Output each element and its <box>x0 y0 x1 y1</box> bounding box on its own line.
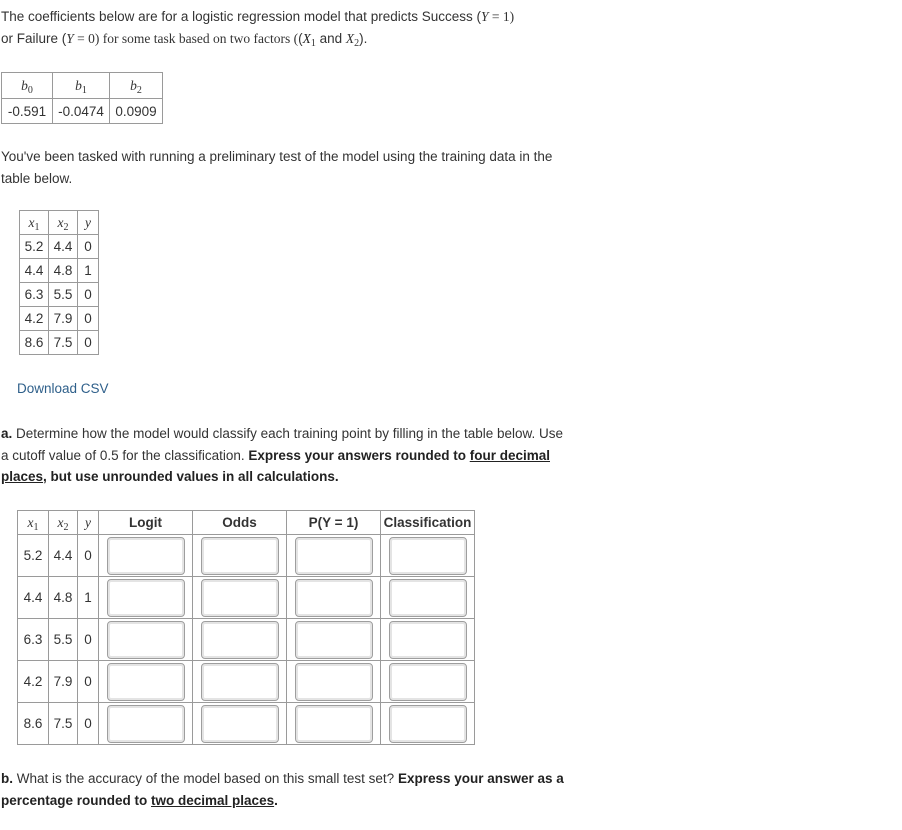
cell-x1: 5.2 <box>20 235 49 259</box>
coef-header-b0: $b_0$ <box>2 73 53 99</box>
cell-x2: 4.4 <box>49 535 78 577</box>
cell-x2: 7.9 <box>49 307 78 331</box>
cell-x1: 4.2 <box>18 661 49 703</box>
cell-y: 0 <box>78 235 99 259</box>
cell-x2: 7.9 <box>49 661 78 703</box>
cell-x1: 8.6 <box>18 703 49 745</box>
classification-input[interactable] <box>389 705 467 743</box>
coef-b0-value: -0.591 <box>2 99 53 124</box>
task-text: You've been tasked with running a preliminary test of the model using the training data in the table below. <box>1 149 553 186</box>
table-row <box>20 307 99 331</box>
logit-input[interactable] <box>107 537 185 575</box>
table-row <box>20 283 99 307</box>
probability-input[interactable] <box>295 579 373 617</box>
training-header-row <box>20 211 99 235</box>
intro-text: The coefficients below are for a logistic regression model that predicts Success (Y = 1) or Failure (Y = 0) for some task based on two factors (($X_1$ and $X_2$). <box>1 9 515 49</box>
table-row <box>20 331 99 355</box>
cell-x2: 5.5 <box>49 619 78 661</box>
table-row <box>18 535 475 577</box>
training-header-x1: $x_1$ <box>20 211 49 235</box>
coef-header-b1: $b_1$ <box>53 73 110 99</box>
table-row <box>18 619 475 661</box>
part-a-instructions: a. Determine how the model would classify each training point by filling in the table below. Use a cutoff value of 0.5 for the classification. Express your answers rounded to four decimal places, but use unrounded values in all calculations. <box>1 426 564 484</box>
odds-input[interactable] <box>201 579 279 617</box>
cell-y: 0 <box>78 535 99 577</box>
odds-input[interactable] <box>201 621 279 659</box>
classification-header-row <box>18 511 475 535</box>
cell-x1: 4.2 <box>20 307 49 331</box>
header-odds: Odds <box>193 511 287 535</box>
logit-input[interactable] <box>107 663 185 701</box>
cell-x2: 4.8 <box>49 577 78 619</box>
cell-y: 0 <box>78 619 99 661</box>
table-row <box>18 661 475 703</box>
probability-input[interactable] <box>295 621 373 659</box>
cell-y: 0 <box>78 703 99 745</box>
probability-input[interactable] <box>295 537 373 575</box>
coefficients-table <box>1 72 163 124</box>
cell-y: 1 <box>78 577 99 619</box>
cell-x1: 4.4 <box>18 577 49 619</box>
cell-y: 0 <box>78 661 99 703</box>
cell-x1: 8.6 <box>20 331 49 355</box>
cell-x2: 4.4 <box>49 235 78 259</box>
cell-x2: 7.5 <box>49 331 78 355</box>
training-header-y: y <box>78 211 99 235</box>
cell-x1: 6.3 <box>20 283 49 307</box>
probability-input[interactable] <box>295 705 373 743</box>
probability-input[interactable] <box>295 663 373 701</box>
header-y: y <box>78 511 99 535</box>
coefficients-header-row <box>2 73 163 99</box>
cell-x2: 7.5 <box>49 703 78 745</box>
table-row <box>20 259 99 283</box>
table-row <box>18 703 475 745</box>
header-classification: Classification <box>381 511 475 535</box>
odds-input[interactable] <box>201 537 279 575</box>
classification-input[interactable] <box>389 663 467 701</box>
header-x2: $x_2$ <box>49 511 78 535</box>
logit-input[interactable] <box>107 705 185 743</box>
training-data-table <box>19 210 99 355</box>
classification-table <box>17 510 475 745</box>
cell-y: 0 <box>78 283 99 307</box>
classification-input[interactable] <box>389 537 467 575</box>
header-probability: P(Y = 1) <box>287 511 381 535</box>
cell-x1: 4.4 <box>20 259 49 283</box>
coef-b2-value: 0.0909 <box>110 99 163 124</box>
logit-input[interactable] <box>107 579 185 617</box>
part-b-question: b. What is the accuracy of the model based on this small test set? Express your answer as a percentage rounded to two decimal places. <box>1 771 564 808</box>
coefficients-value-row <box>2 99 163 124</box>
cell-y: 0 <box>78 331 99 355</box>
cell-x2: 5.5 <box>49 283 78 307</box>
coef-b1-value: -0.0474 <box>53 99 110 124</box>
table-row <box>18 577 475 619</box>
download-csv-link[interactable]: Download CSV <box>17 381 109 396</box>
cell-y: 0 <box>78 307 99 331</box>
odds-input[interactable] <box>201 705 279 743</box>
cell-y: 1 <box>78 259 99 283</box>
header-logit: Logit <box>99 511 193 535</box>
logit-input[interactable] <box>107 621 185 659</box>
cell-x1: 6.3 <box>18 619 49 661</box>
cell-x1: 5.2 <box>18 535 49 577</box>
odds-input[interactable] <box>201 663 279 701</box>
classification-input[interactable] <box>389 621 467 659</box>
header-x1: $x_1$ <box>18 511 49 535</box>
classification-input[interactable] <box>389 579 467 617</box>
coef-header-b2: $b_2$ <box>110 73 163 99</box>
cell-x2: 4.8 <box>49 259 78 283</box>
table-row <box>20 235 99 259</box>
training-header-x2: $x_2$ <box>49 211 78 235</box>
